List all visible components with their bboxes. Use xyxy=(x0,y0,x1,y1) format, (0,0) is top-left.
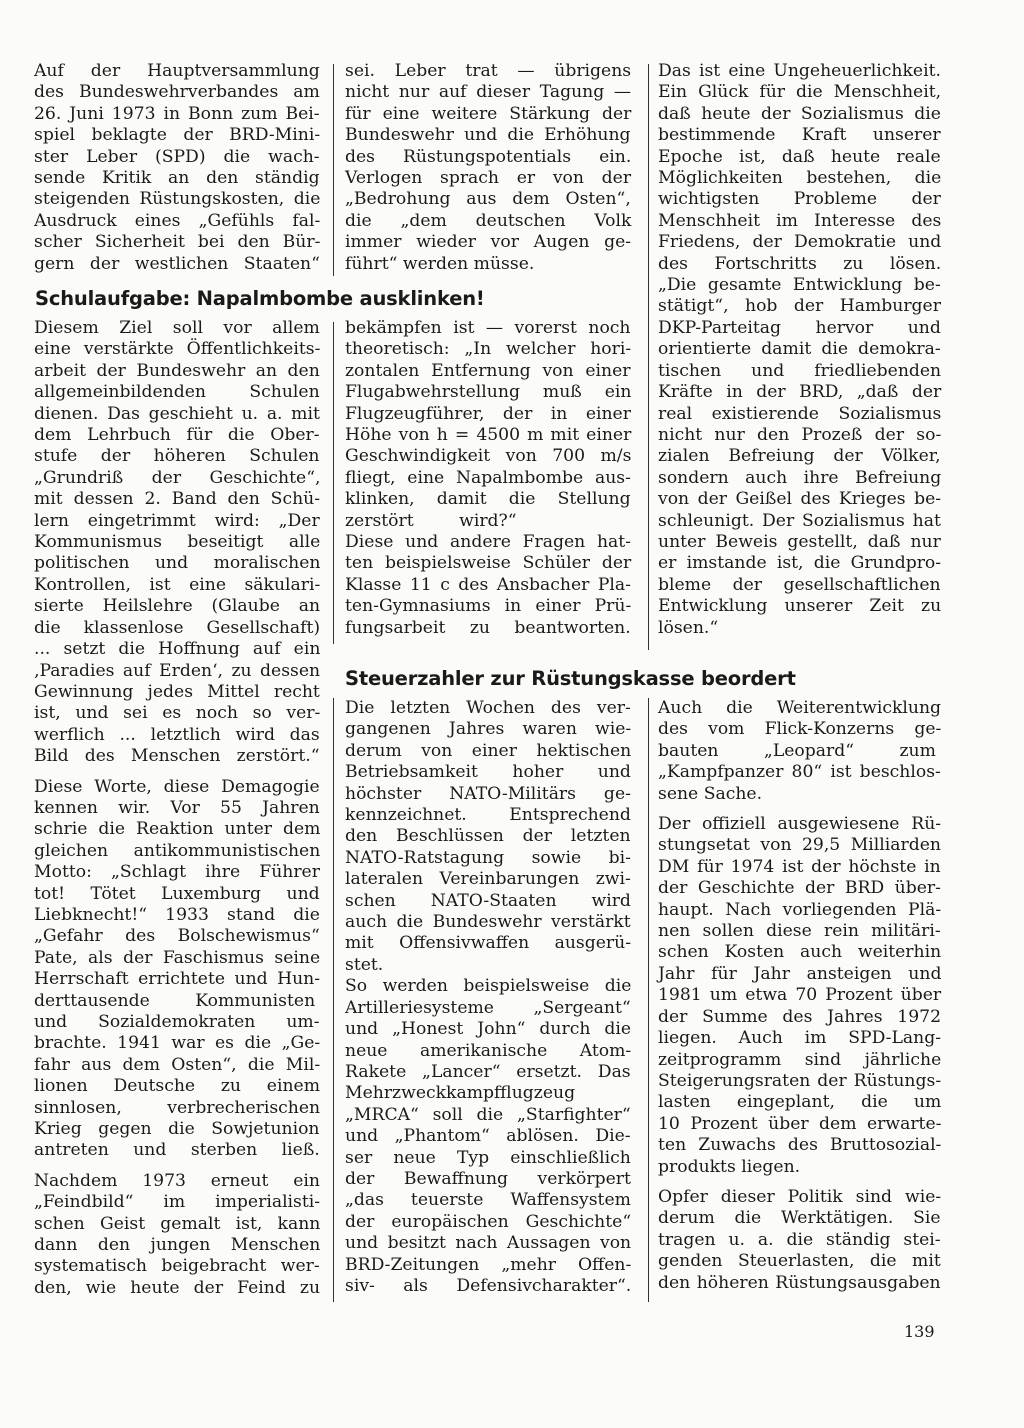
column-rule-mid xyxy=(333,322,334,644)
text-line: Krieg gegen die Sowjetunion xyxy=(34,1119,320,1140)
text-line: ten-Gymnasiums in einer Prü- xyxy=(345,596,632,617)
text-line: DM für 1974 ist der höchste in xyxy=(658,856,941,877)
text-line: Motto: „Schlagt ihre Führer xyxy=(34,862,320,883)
bottom-column-3 xyxy=(658,698,941,1294)
text-line: kennen wir. Vor 55 Jahren xyxy=(34,797,320,818)
top-column-2 xyxy=(345,61,631,275)
text-line: mit Offensivwaffen ausgerü- xyxy=(345,933,632,954)
paragraph-leopard xyxy=(658,698,941,805)
text-line: von der Geißel des Krieges be- xyxy=(658,489,942,510)
middle-column-2 xyxy=(345,318,631,639)
top-column-1 xyxy=(34,61,320,275)
text-line: Herrschaft errichtete und Hun- xyxy=(34,969,321,990)
paragraph-demagogie xyxy=(34,777,320,1162)
text-line: des vom Flick-Konzerns ge- xyxy=(658,719,942,740)
text-line: brachte. 1941 war es die „Ge- xyxy=(34,1033,321,1054)
text-line: lern eingetrimmt wird: „Der xyxy=(34,510,320,531)
text-line: auch die Bundeswehr verstärkt xyxy=(345,912,631,933)
text-line: BRD-Zeitungen „mehr Offen- xyxy=(345,1254,632,1275)
text-line: Entwicklung unserer Zeit zu xyxy=(658,596,942,617)
column-rule-right-top xyxy=(648,64,649,650)
text-line: stet. xyxy=(345,954,384,975)
text-line: theoretisch: „In welcher hori- xyxy=(345,339,632,360)
text-line: So werden beispielsweise die xyxy=(345,976,632,997)
text-line: Verlogen sprach er von der xyxy=(345,168,632,189)
text-line: eine verstärkte Öffentlichkeits- xyxy=(34,339,321,360)
middle-column-1 xyxy=(34,318,320,1299)
text-line: Der offiziell ausgewiesene Rü- xyxy=(658,814,942,835)
paragraph-opfer xyxy=(658,1187,941,1294)
text-line: gern der westlichen Staaten“ xyxy=(34,253,320,274)
text-line: siv- als Defensivcharakter“. xyxy=(345,1275,632,1296)
text-line: sei. Leber trat — übrigens xyxy=(345,61,632,81)
text-line: Diesem Ziel soll vor allem xyxy=(34,318,320,338)
text-line: schen NATO-Staaten wird xyxy=(345,890,631,911)
text-line: höchster NATO-Militärs ge- xyxy=(345,783,631,804)
text-line: systematisch beigebracht wer- xyxy=(34,1256,320,1277)
text-line: neue amerikanische Atom- xyxy=(345,1040,632,1061)
text-line: Ausdruck eines „Gefühls fal- xyxy=(34,210,321,231)
text-line: die klassenlose Gesellschaft) xyxy=(34,617,321,638)
text-line: „Gefahr des Bolschewismus“ xyxy=(34,926,320,947)
text-line: Opfer dieser Politik sind wie- xyxy=(658,1186,942,1207)
text-line: Die letzten Wochen des ver- xyxy=(345,698,631,718)
text-line: Das ist eine Ungeheuerlichkeit. xyxy=(658,61,941,81)
text-line: Diese und andere Fragen hat- xyxy=(345,532,631,553)
text-line: für eine weitere Stärkung der xyxy=(345,103,632,124)
text-line: schrie die Reaktion unter dem xyxy=(34,819,321,840)
text-line: ten Zuwachs des Bruttosozial- xyxy=(658,1135,942,1156)
text-line: und „Honest John“ durch die xyxy=(345,1019,632,1040)
text-line: Friedens, der Demokratie und xyxy=(658,232,942,253)
text-line: schleunigt. Der Sozialismus hat xyxy=(658,510,941,531)
text-line: Bild des Menschen zerstört.“ xyxy=(34,746,320,767)
text-line: tot! Tötet Luxemburg und xyxy=(34,883,320,904)
text-line: allgemeinbildenden Schulen xyxy=(34,382,320,403)
text-line: zialen Befreiung der Völker, xyxy=(658,446,941,467)
paragraph-feindbild xyxy=(34,1171,320,1299)
text-line: lasten eingeplant, die um xyxy=(658,1092,942,1113)
text-line: Jahr für Jahr ansteigen und xyxy=(658,963,942,984)
text-line: des Bundeswehrverbandes am xyxy=(34,82,320,103)
text-line: bauten „Leopard“ zum xyxy=(658,740,936,761)
text-line: stätigt“, hob der Hamburger xyxy=(658,296,941,317)
text-line: sondern auch ihre Befreiung xyxy=(658,467,942,488)
text-line: ist, und sei es noch so ver- xyxy=(34,703,321,724)
text-line: den Beschlüssen der letzten xyxy=(345,826,631,847)
text-line: Kräfte in der BRD, „daß der xyxy=(658,382,942,403)
text-line: fungsarbeit zu beantworten. xyxy=(345,617,631,638)
text-line: ‚Paradies auf Erden‘, zu dessen xyxy=(34,660,321,681)
text-line: genden Steuerlasten, die mit xyxy=(658,1251,941,1272)
column-3-top-text xyxy=(658,61,941,639)
heading-napalm: Schulaufgabe: Napalmbombe ausklinken! xyxy=(35,287,485,310)
text-line: „Feindbild“ im imperialisti- xyxy=(34,1192,321,1213)
text-line: 10 Prozent über dem erwarte- xyxy=(658,1113,942,1134)
column-rule-lower-right xyxy=(648,698,649,1302)
text-line: Nachdem 1973 erneut ein xyxy=(34,1170,320,1191)
text-line: gangenen Jahres waren wie- xyxy=(345,719,632,740)
text-line: orientierte damit die demokra- xyxy=(658,339,941,360)
text-line: Mehrzweckkampfflugzeug xyxy=(345,1083,576,1104)
text-line: wichtigsten Probleme der xyxy=(658,189,941,210)
text-line: DKP-Parteitag hervor und xyxy=(658,317,941,338)
text-line: bekämpfen ist — vorerst noch xyxy=(345,318,631,338)
text-line: arbeit der Bundeswehr an den xyxy=(34,360,320,381)
text-line: Kontrollen, ist eine säkulari- xyxy=(34,574,321,595)
text-line: „Die gesamte Entwicklung be- xyxy=(658,275,941,296)
text-line: kennzeichnet. Entsprechend xyxy=(345,805,631,826)
text-line: Ein Glück für die Menschheit, xyxy=(658,82,942,103)
text-line: haupt. Nach vorliegenden Plä- xyxy=(658,899,942,920)
text-line: ... setzt die Hoffnung auf ein xyxy=(34,639,321,660)
text-line: scher Sicherheit bei den Bür- xyxy=(34,232,321,253)
text-line: schen Geist gemalt ist, kann xyxy=(34,1213,321,1234)
text-line: nen sollen diese rein militäri- xyxy=(658,921,941,942)
text-line: Liebknecht!“ 1933 stand die xyxy=(34,904,320,925)
text-line: er imstande ist, die Grundpro- xyxy=(658,553,942,574)
text-line: derum die Werktätigen. Sie xyxy=(658,1208,941,1229)
text-line: ten beispielsweise Schüler der xyxy=(345,553,632,574)
text-line: „Kampfpanzer 80“ ist beschlos- xyxy=(658,762,941,783)
text-line: mit dessen 2. Band den Schü- xyxy=(34,489,321,510)
text-line: Gewinnung jedes Mittel recht xyxy=(34,681,320,702)
text-line: steigenden Rüstungskosten, die xyxy=(34,189,321,210)
text-line: Epoche ist, daß heute reale xyxy=(658,146,941,167)
text-line: sende Kritik an den ständig xyxy=(34,168,320,189)
text-line: den höheren Rüstungsausgaben xyxy=(658,1272,941,1293)
text-line: Bundeswehr und die Erhöhung xyxy=(345,125,631,146)
text-line: die „dem deutschen Volk xyxy=(345,210,632,231)
text-line: unter Beweis gestellt, daß nur xyxy=(658,531,941,552)
text-line: Auch die Weiterentwicklung xyxy=(658,698,942,718)
text-line: produkts liegen. xyxy=(658,1156,801,1177)
text-line: 26. Juni 1973 in Bonn zum Bei- xyxy=(34,103,320,124)
text-line: daß heute der Sozialismus die xyxy=(658,103,941,124)
text-line: und „Phantom“ ablösen. Die- xyxy=(345,1126,631,1147)
text-line: Flugabwehrstellung muß ein xyxy=(345,382,632,403)
text-line: der Summe des Jahres 1972 xyxy=(658,1006,942,1027)
text-line: gleichen antikommunistischen xyxy=(34,840,321,861)
text-line: dienen. Das geschieht u. a. mit xyxy=(34,403,320,424)
text-line: antreten und sterben ließ. xyxy=(34,1140,320,1161)
text-line: Diese Worte, diese Demagogie xyxy=(34,776,320,797)
text-line: zeitprogramm sind jährliche xyxy=(658,1049,942,1070)
paragraph-ziel xyxy=(34,318,320,768)
bottom-column-2 xyxy=(345,698,631,1297)
text-line: spiel beklagte der BRD-Mini- xyxy=(34,125,321,146)
text-line: lionen Deutsche zu einem xyxy=(34,1076,320,1097)
text-line: der Bewaffnung verkörpert xyxy=(345,1168,631,1189)
text-line: des Rüstungspotentials ein. xyxy=(345,146,632,167)
text-line: sinnlosen, verbrecherischen xyxy=(34,1097,321,1118)
text-line: der Geschichte der BRD über- xyxy=(658,878,941,899)
text-line: und besitzt nach Aussagen von xyxy=(345,1233,632,1254)
text-line: Menschheit im Interesse des xyxy=(658,210,942,231)
text-line: derum von einer hektischen xyxy=(345,740,632,761)
text-line: zontalen Entfernung von einer xyxy=(345,360,631,381)
text-line: Geschwindigkeit von 700 m/s xyxy=(345,446,632,467)
text-line: liegen. Auch im SPD-Lang- xyxy=(658,1028,942,1049)
text-line: fahr aus dem Osten“, die Mil- xyxy=(34,1054,321,1075)
text-line: klinken, damit die Stellung xyxy=(345,489,631,510)
text-line: real existierende Sozialismus xyxy=(658,403,942,424)
text-line: tischen und friedliebenden xyxy=(658,360,942,381)
text-line: Steigerungsraten der Rüstungs- xyxy=(658,1070,942,1091)
text-line: schen Kosten auch weiterhin xyxy=(658,942,942,963)
text-line: immer wieder vor Augen ge- xyxy=(345,232,632,253)
column-rule-top xyxy=(333,64,334,276)
text-line: sene Sache. xyxy=(658,783,763,804)
text-line: 1981 um etwa 70 Prozent über xyxy=(658,985,942,1006)
text-line: Rakete „Lancer“ ersetzt. Das xyxy=(345,1061,631,1082)
text-line: und Sozialdemokraten um- xyxy=(34,1012,320,1032)
text-line: politischen und moralischen xyxy=(34,553,321,574)
text-line: Klasse 11 c des Ansbacher Pla- xyxy=(345,574,631,595)
paragraph-ruestungsetat xyxy=(658,814,941,1178)
page-number: 139 xyxy=(904,1322,935,1341)
text-line: „Grundriß der Geschichte“, xyxy=(34,467,321,488)
text-line: Betriebsamkeit hoher und xyxy=(345,762,631,783)
text-line: „MRCA“ soll die „Starfighter“ xyxy=(345,1104,631,1125)
text-line: fliegt, eine Napalmbombe aus- xyxy=(345,467,631,488)
text-line: Möglichkeiten bestehen, die xyxy=(658,168,942,189)
text-line: „das teuerste Waffensystem xyxy=(345,1190,631,1211)
text-line: NATO-Ratstagung sowie bi- xyxy=(345,847,631,868)
text-line: lateralen Vereinbarungen zwi- xyxy=(345,869,631,890)
text-line: führt“ werden müsse. xyxy=(345,253,535,274)
text-line: dann den jungen Menschen xyxy=(34,1235,321,1256)
text-line: nicht nur den Prozeß der so- xyxy=(658,424,942,445)
text-line: lösen.“ xyxy=(658,617,719,638)
text-line: Kommunismus beseitigt alle xyxy=(34,532,321,553)
text-line: ser neue Typ einschließlich xyxy=(345,1147,631,1168)
text-line: Höhe von h = 4500 m mit einer xyxy=(345,425,632,446)
text-line: nicht nur auf dieser Tagung — xyxy=(345,82,632,103)
text-line: ster Leber (SPD) die wach- xyxy=(34,146,320,167)
text-line: derttausende Kommunisten xyxy=(34,990,316,1011)
text-line: stungsetat von 29,5 Milliarden xyxy=(658,835,942,856)
text-line: Pate, als der Faschismus seine xyxy=(34,947,321,968)
text-line: Artilleriesysteme „Sergeant“ xyxy=(345,997,631,1018)
text-line: bleme der gesellschaftlichen xyxy=(658,574,941,595)
text-line: sierte Heilslehre (Glaube an xyxy=(34,596,321,617)
text-line: der europäischen Geschichte“ xyxy=(345,1211,632,1232)
text-line: zerstört wird?“ xyxy=(345,510,517,531)
text-line: „Bedrohung aus dem Osten“, xyxy=(345,189,631,210)
text-line: Auf der Hauptversammlung xyxy=(34,61,320,81)
column-rule-lower-left xyxy=(333,698,334,1302)
text-line: werflich ... letztlich wird das xyxy=(34,724,320,745)
text-line: dem Lehrbuch für die Ober- xyxy=(34,425,320,446)
text-line: den, wie heute der Feind zu xyxy=(34,1277,321,1298)
text-line: Flugzeugführer, der in einer xyxy=(345,403,631,424)
text-line: tragen u. a. die ständig stei- xyxy=(658,1229,941,1250)
text-line: bestimmende Kraft unserer xyxy=(658,125,941,146)
text-line: stufe der höheren Schulen xyxy=(34,446,320,467)
heading-steuerzahler: Steuerzahler zur Rüstungskasse beordert xyxy=(345,667,796,690)
text-line: des Fortschritts zu lösen. xyxy=(658,253,942,274)
